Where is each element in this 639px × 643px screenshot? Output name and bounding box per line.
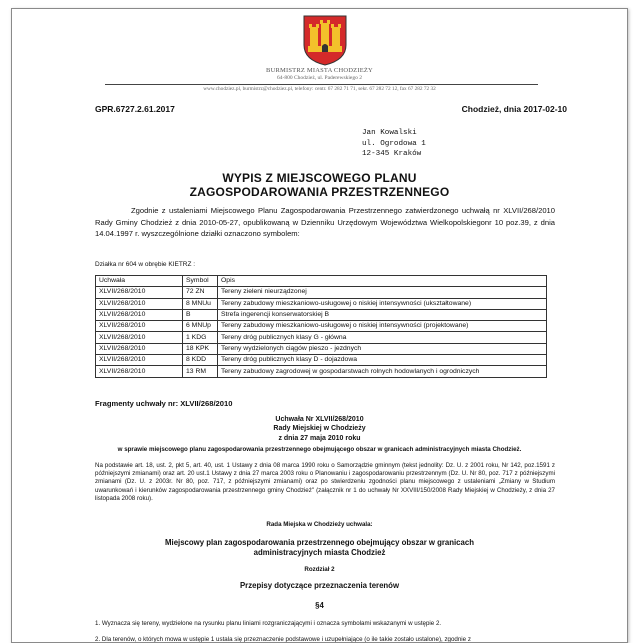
recipient-address — [362, 128, 426, 160]
resolution-cell: XLVII/268/2010 — [96, 321, 183, 332]
symbol-cell: 72 ZN — [183, 287, 218, 298]
plan-name-line-1: Miejscowy plan zagospodarowania przestrzennego obejmujący obszar w granicach — [165, 538, 474, 547]
description-cell: Tereny zabudowy mieszkaniowo-usługowej o niskiej intensywności (projektowane) — [218, 321, 547, 332]
fragments-heading: Fragmenty uchwały nr: XLVII/268/2010 — [95, 399, 233, 408]
table-header-row — [96, 276, 547, 287]
reference-number: GPR.6727.2.61.2017 — [95, 104, 175, 114]
resolution-cell: XLVII/268/2010 — [96, 366, 183, 377]
paragraph-2: 2. Dla terenów, o których mowa w ustępie 1 ustala się przeznaczenie podstawowe i uzupełniające (o ile takie zostało ustalone), zgodnie z — [95, 636, 471, 643]
resolution-cell: XLVII/268/2010 — [96, 355, 183, 366]
resolution-cell: XLVII/268/2010 — [96, 298, 183, 309]
column-header-description: Opis — [218, 276, 547, 287]
plan-name-line-2: administracyjnych miasta Chodzież — [253, 548, 386, 557]
chapter-title: Przepisy dotyczące przeznaczenia terenów — [239, 581, 400, 590]
document-page — [11, 8, 628, 643]
table-row — [96, 309, 547, 320]
recipient-street: ul. Ogrodowa 1 — [362, 139, 426, 148]
chapter-label: Rozdział 2 — [304, 566, 335, 573]
document-title — [12, 171, 627, 199]
office-contact: www.chodziez.pl, burmistrz@chodziez.pl, telefony: centr. 67 282 71 71, sekr. 67 282 72 12, fax 67 282 72 32 — [203, 86, 436, 92]
table-row — [96, 287, 547, 298]
symbol-cell: 13 RM — [183, 366, 218, 377]
table-row — [96, 321, 547, 332]
office-address: 64-800 Chodzież, ul. Paderewskiego 2 — [277, 75, 362, 81]
symbol-cell: B — [183, 309, 218, 320]
column-header-resolution: Uchwała — [96, 276, 183, 287]
recipient-city: 12-345 Kraków — [362, 150, 422, 158]
description-cell: Tereny zabudowy mieszkaniowo-usługowej o niskiej intensywności (ukształtowane) — [218, 298, 547, 309]
zoning-table — [95, 275, 547, 378]
description-cell: Tereny zabudowy zagrodowej w gospodarstwach rolnych hodowlanych i ogrodniczych — [218, 366, 547, 377]
title-line-2: ZAGOSPODAROWANIA PRZESTRZENNEGO — [189, 185, 450, 199]
symbol-cell: 6 MNUp — [183, 321, 218, 332]
paragraph-1: 1. Wyznacza się tereny, wydzielone na rysunku planu liniami rozgraniczającymi i oznacza symbolami wskazanymi w ustępie 2. — [95, 620, 442, 627]
resolution-subject: w sprawie miejscowego planu zagospodarowania przestrzennego obejmującego obszar w granicach administracyjnych miasta Chodzież. — [117, 446, 522, 453]
office-name: BURMISTRZ MIASTA CHODZIEŻY — [266, 67, 373, 74]
table-row — [96, 298, 547, 309]
description-cell: Tereny wydzielonych ciągów pieszo - jezdnych — [218, 343, 547, 354]
symbol-cell: 8 KDD — [183, 355, 218, 366]
resolution-cell: XLVII/268/2010 — [96, 309, 183, 320]
resolution-cell: XLVII/268/2010 — [96, 287, 183, 298]
resolution-number: Uchwała Nr XLVII/268/2010 — [275, 416, 364, 423]
council-decree: Rada Miejska w Chodzieży uchwala: — [266, 521, 373, 528]
description-cell: Strefa ingerencji konserwatorskiej B — [218, 309, 547, 320]
resolution-date: z dnia 27 maja 2010 roku — [278, 434, 361, 442]
symbol-cell: 18 KPK — [183, 343, 218, 354]
resolution-heading — [12, 415, 627, 443]
section-symbol: §4 — [315, 601, 324, 610]
place-date: Chodzież, dnia 2017-02-10 — [461, 104, 567, 114]
description-cell: Tereny zieleni nieurządzonej — [218, 287, 547, 298]
legal-basis-paragraph: Na podstawie art. 18, ust. 2, pkt 5, art. 40, ust. 1 Ustawy z dnia 08 marca 1990 roku o Samorządzie gminnym (tekst jednolity: Dz. U. z 2001 roku, Nr 142, poz.1591 z późniejszymi zmianami) oraz art. 20 ust.1 Ustawy z dnia 27 marca 2003 roku o Planowaniu i zagospodarowaniu przestrzennym (Dz. U. Nr 80, poz. 717 z późniejszymi zmianami (Dz. U. z 2003r. Nr 80, poz. 717, z późniejszymi zmianami) oraz po stwierdzeniu zgodności planu miejscowego z ustaleniami „Zmiany w Studium uwarunkowań i kierunków zagospodarowania przestrzennego gminy Chodzież" (załącznik nr 1 do uchwały Nr XXVIII/150/2008 Rady Miejskiej w Chodzieży, z dnia 27 listopada 2008 roku). — [95, 462, 555, 502]
title-line-1: WYPIS Z MIEJSCOWEGO PLANU — [222, 171, 417, 185]
column-header-symbol: Symbol — [183, 276, 218, 287]
table-row — [96, 355, 547, 366]
table-row — [96, 343, 547, 354]
parcel-label: Działka nr 604 w obrębie KIETRZ : — [95, 261, 196, 268]
intro-paragraph: Zgodnie z ustaleniami Miejscowego Planu Zagospodarowania Przestrzennego zatwierdzonego uchwałą nr XLVII/268/2010 Rady Gminy Chodzież z dnia 2010-05-27, opublikowaną w Dzienniku Urzędowym Województwa Wielkopolskiegonr 10 poz.39, z dnia 14.04.1997 r. wyszczególnione działki oznaczono symbolem: — [95, 206, 555, 238]
resolution-council: Rady Miejskiej w Chodzieży — [273, 425, 366, 433]
recipient-name: Jan Kowalski — [362, 129, 417, 137]
header-divider — [105, 84, 538, 85]
resolution-cell: XLVII/268/2010 — [96, 343, 183, 354]
table-row — [96, 332, 547, 343]
plan-name — [12, 538, 627, 558]
description-cell: Tereny dróg publicznych klasy G - główna — [218, 332, 547, 343]
symbol-cell: 1 KDG — [183, 332, 218, 343]
resolution-cell: XLVII/268/2010 — [96, 332, 183, 343]
town-crest-icon — [300, 13, 350, 67]
symbol-cell: 8 MNUu — [183, 298, 218, 309]
table-row — [96, 366, 547, 377]
description-cell: Tereny dróg publicznych klasy D - dojazdowa — [218, 355, 547, 366]
